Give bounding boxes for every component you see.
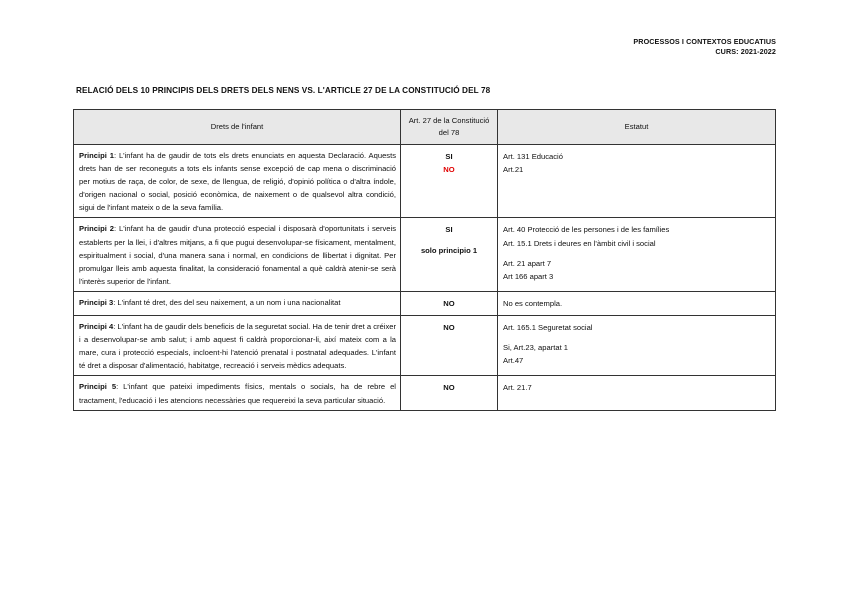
estatut-line: Art. 165.1 Seguretat social <box>503 323 593 333</box>
table-row <box>74 291 776 315</box>
principle-label: Principi 5 <box>79 382 117 392</box>
column-header-estatut: Estatut <box>498 110 776 145</box>
art27-value: SI <box>445 152 453 161</box>
course-name: PROCESSOS I CONTEXTOS EDUCATIUS <box>633 37 776 46</box>
estatut-cell <box>498 291 776 315</box>
art27-cell <box>401 376 498 410</box>
estatut-cell <box>498 316 776 376</box>
estatut-line: Art.47 <box>503 356 524 366</box>
principle-text: : L'infant ha de gaudir de tots els drets enunciats en aquesta Declaració. Aquests drets han de ser reconeguts a tots els infants sense excepció de cap mena o discriminació per motius de raça, de color, de sexe, de llengua, de religió, d'opinió política o d'altra índole, d'origen nacional o social, posició econòmica, de naixement o de qualsevol altra condició, sigui de l'infant mateix o de la seva família. <box>79 151 396 213</box>
principle-cell <box>74 218 401 291</box>
art27-note: solo principio 1 <box>420 245 478 255</box>
estatut-line: Art. 15.1 Drets i deures en l'àmbit civil i social <box>503 238 656 248</box>
estatut-line: No es contempla. <box>503 298 563 308</box>
estatut-cell <box>498 376 776 410</box>
art27-value: NO <box>443 383 455 393</box>
principle-cell <box>74 376 401 410</box>
art27-cell <box>401 145 498 218</box>
table-header-row <box>74 110 776 145</box>
art27-value: NO <box>443 298 455 308</box>
document-header <box>633 37 776 57</box>
art27-cell <box>401 291 498 315</box>
principle-text: : L'infant que pateixi impediments físics, mentals o socials, ha de rebre el tractament, l'educació i les atencions necessàries que requereixi la seva particular situació. <box>79 382 396 405</box>
principle-label: Principi 4 <box>79 322 114 332</box>
principle-text: : L'infant té dret, des del seu naixement, a un nom i una nacionalitat <box>113 297 341 307</box>
column-header-rights: Drets de l'infant <box>74 110 401 145</box>
principle-text: : L'infant ha de gaudir d'una protecció especial i disposarà d'oportunitats i serveis establerts per la llei, i d'altres mitjans, a fi que pugui desenvolupar-se físicament, mentalment, espiritualment i social, d'una manera sana i normal, en condicions de llibertat i dignitat. Per promulgar lleis amb aquesta finalitat, la consideració fonamental a què caldrà atenir-se serà l'interès superior de l'infant. <box>79 224 396 286</box>
table-row <box>74 316 776 376</box>
principle-label: Principi 2 <box>79 224 114 234</box>
estatut-line: Art.21 <box>503 165 524 175</box>
principle-cell <box>74 291 401 315</box>
art27-value: SI <box>445 225 453 235</box>
estatut-line: Art. 21 apart 7 <box>503 258 552 268</box>
page-title: RELACIÓ DELS 10 PRINCIPIS DELS DRETS DELS NENS VS. L'ARTICLE 27 DE LA CONSTITUCIÓ DEL 78 <box>76 86 491 95</box>
estatut-cell <box>498 218 776 291</box>
table-row <box>74 145 776 218</box>
column-header-art27: Art. 27 de la Constitució del 78 <box>401 110 498 145</box>
principle-cell <box>74 316 401 376</box>
estatut-cell <box>498 145 776 218</box>
estatut-line: Art. 40 Protecció de les persones i de les famílies <box>503 225 670 235</box>
estatut-line: Art. 21.7 <box>503 383 532 393</box>
principle-label: Principi 1 <box>79 151 114 160</box>
principle-text: : L'infant ha de gaudir dels beneficis de la seguretat social. Ha de tenir dret a créixer i a desenvolupar-se amb salut; i amb aquest fi caldrà proporcionar-li, així mateix com a la mare, cura i protecció especials, incloent-hi l'atenció prenatal i postnatal adequades. L'infant té dret a disposar d'alimentació, habitatge, recreació i serveis mèdics adequats. <box>79 322 396 371</box>
principle-label: Principi 3 <box>79 297 114 307</box>
principles-table <box>73 109 776 411</box>
estatut-line: Art 166 apart 3 <box>503 271 554 281</box>
table-row <box>74 218 776 291</box>
art27-value: NO <box>443 323 455 333</box>
art27-cell <box>401 218 498 291</box>
art27-cell <box>401 316 498 376</box>
course-year: CURS: 2021-2022 <box>715 47 776 56</box>
table-row <box>74 376 776 410</box>
principle-cell <box>74 145 401 218</box>
estatut-line: Si, Art.23, apartat 1 <box>503 343 569 353</box>
art27-alt-value: NO <box>443 165 455 175</box>
estatut-line: Art. 131 Educació <box>503 152 563 161</box>
